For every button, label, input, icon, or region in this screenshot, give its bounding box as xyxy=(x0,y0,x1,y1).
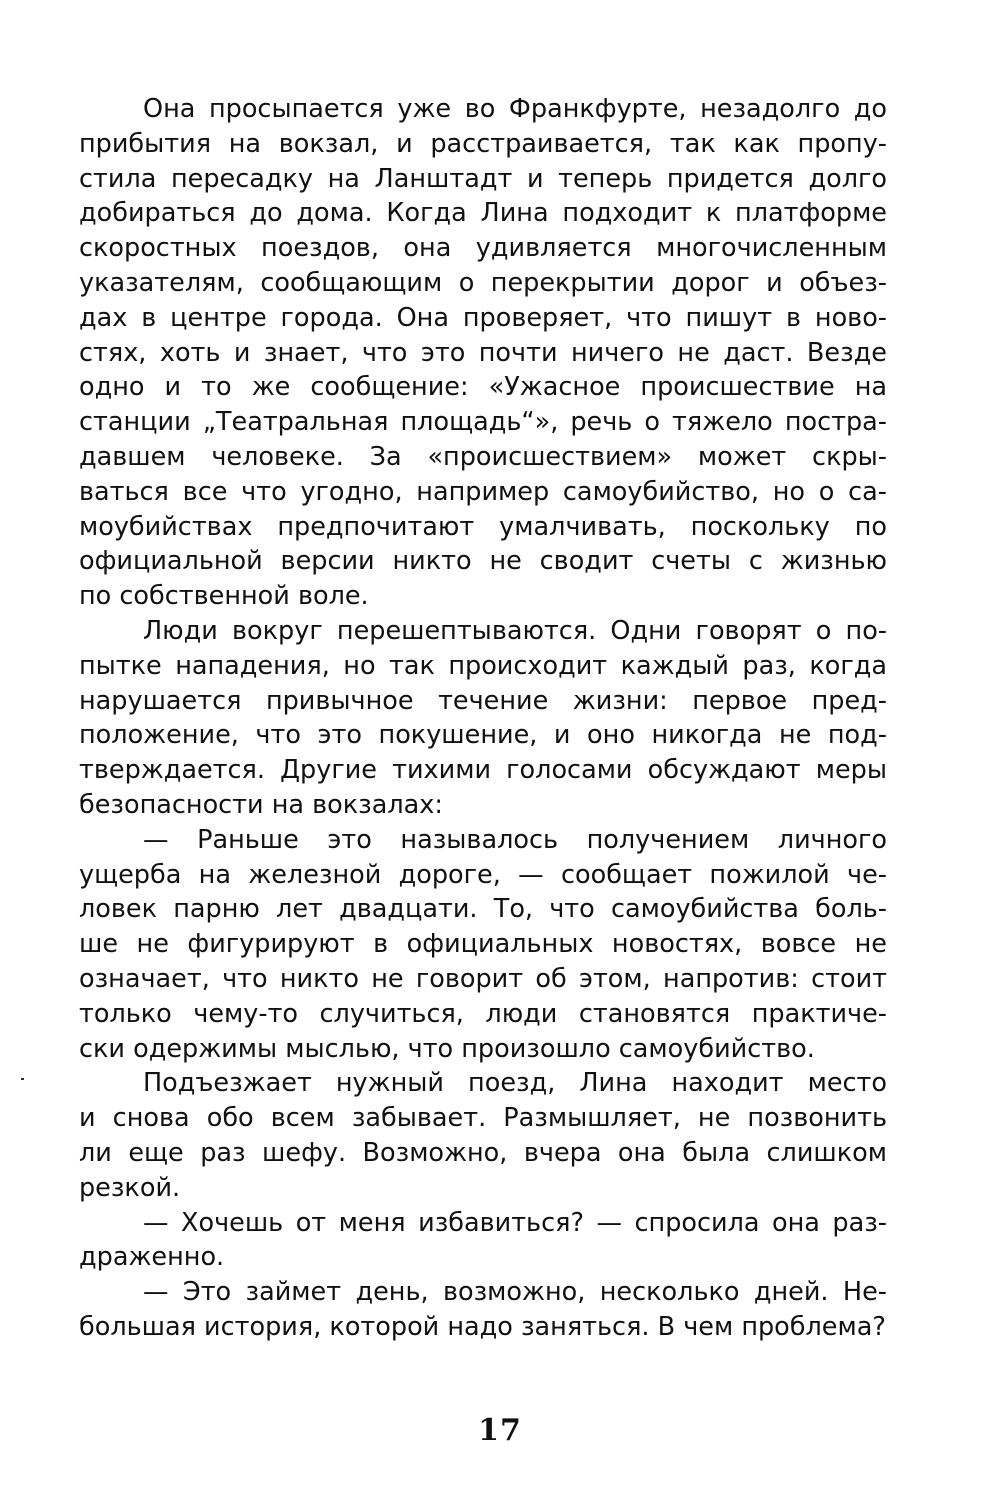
text-line: ли еще раз шефу. Возможно, вчера она была слишком xyxy=(79,1137,887,1168)
text-line: моубийствах предпочитают умалчивать, поскольку по xyxy=(79,511,887,542)
paragraph xyxy=(79,1275,887,1345)
page-number: 17 xyxy=(478,1413,522,1448)
text-line: ловек парню лет двадцати. То, что самоубийства боль- xyxy=(79,894,887,925)
text-line: пытке нападения, но так происходит каждый раз, когда xyxy=(79,650,887,681)
text-line: прибытия на вокзал, и расстраивается, так как пропу- xyxy=(79,128,887,159)
text-line: одно и то же сообщение: «Ужасное происшествие на xyxy=(79,372,887,403)
text-line: и снова обо всем забывает. Размышляет, не позвонить xyxy=(79,1103,887,1134)
text-line: указателям, сообщающим о перекрытии дорог и объез- xyxy=(79,267,887,298)
text-line: — Хочешь от меня избавиться? — спросила она раз- xyxy=(143,1207,887,1238)
text-line: ваться все что угодно, например самоубийство, но о са- xyxy=(79,476,887,507)
text-line: ски одержимы мыслью, что произошло самоубийство. xyxy=(79,1033,815,1064)
text-line: по собственной воле. xyxy=(79,581,369,612)
text-line: скоростных поездов, она удивляется многочисленным xyxy=(79,233,887,264)
page-body-text xyxy=(79,92,887,1345)
text-line: ше не фигурируют в официальных новостях, вовсе не xyxy=(79,929,887,960)
text-line: нарушается привычное течение жизни: первое пред- xyxy=(79,685,887,716)
text-line: драженно. xyxy=(79,1242,225,1273)
text-line: Подъезжает нужный поезд, Лина находит место xyxy=(143,1068,887,1099)
text-line: только чему-то случиться, люди становятся практиче- xyxy=(79,998,887,1029)
scan-speck xyxy=(21,1078,24,1080)
text-line: тверждается. Другие тихими голосами обсуждают меры xyxy=(79,755,887,786)
text-line: стях, хоть и знает, что это почти ничего не даст. Везде xyxy=(79,337,887,368)
text-line: безопасности на вокзалах: xyxy=(79,789,443,820)
text-line: станции „Театральная площадь“», речь о тяжело постра- xyxy=(79,407,887,438)
text-line: — Это займет день, возможно, несколько дней. Не- xyxy=(143,1277,887,1308)
text-line: добираться до дома. Когда Лина подходит к платформе xyxy=(79,198,887,229)
text-line: — Раньше это называлось получением личного xyxy=(143,824,887,855)
paragraph xyxy=(79,614,887,823)
paragraph xyxy=(79,92,887,614)
text-line: резкой. xyxy=(79,1172,181,1203)
text-line: положение, что это покушение, и оно никогда не под- xyxy=(79,720,887,751)
paragraph xyxy=(79,1206,887,1276)
text-line: ущерба на железной дороге, — сообщает пожилой че- xyxy=(79,859,887,890)
text-line: большая история, которой надо заняться. В чем проблема? xyxy=(79,1311,886,1342)
text-line: стила пересадку на Ланштадт и теперь придется долго xyxy=(79,163,887,194)
text-line: Она просыпается уже во Франкфурте, незадолго до xyxy=(143,94,887,124)
text-line: Люди вокруг перешептываются. Одни говорят о по- xyxy=(143,615,887,646)
text-line: давшем человеке. За «происшествием» может скры- xyxy=(79,441,887,472)
paragraph xyxy=(79,823,887,1067)
text-line: официальной версии никто не сводит счеты с жизнью xyxy=(79,546,887,577)
text-line: означает, что никто не говорит об этом, напротив: стоит xyxy=(79,963,887,994)
text-line: дах в центре города. Она проверяет, что пишут в ново- xyxy=(79,302,887,333)
paragraph xyxy=(79,1066,887,1205)
